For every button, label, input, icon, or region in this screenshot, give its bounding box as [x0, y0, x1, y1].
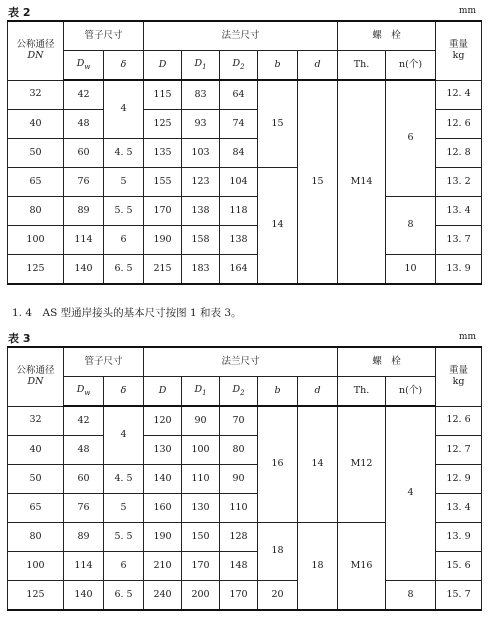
- cell-delta: 4. 5: [104, 465, 144, 494]
- header-weight: 重量 kg: [436, 21, 482, 80]
- cell-n: 4: [386, 406, 436, 581]
- cell-d: 190: [144, 523, 182, 552]
- cell-d: 120: [144, 406, 182, 436]
- header-flange: 法兰尺寸: [144, 347, 338, 377]
- cell-d: 240: [144, 581, 182, 611]
- cell-delta: 4: [104, 80, 144, 139]
- header-d1: $D_1$: [182, 51, 220, 81]
- cell-delta: 4: [104, 406, 144, 465]
- cell-n: 6: [386, 80, 436, 197]
- cell-dw: 140: [64, 581, 104, 611]
- cell-dn: 65: [8, 494, 64, 523]
- cell-d2: 104: [220, 168, 258, 197]
- header-delta: δ: [104, 51, 144, 81]
- section-note: 1. 4 AS 型通岸接头的基本尺寸按图 1 和表 3。: [12, 307, 242, 319]
- header-th: Th.: [338, 51, 386, 81]
- cell-dw: 60: [64, 465, 104, 494]
- table2-title: 表 2: [8, 6, 31, 19]
- cell-d1: 90: [182, 406, 220, 436]
- cell-b: 15: [258, 80, 298, 168]
- cell-d-small: 15: [298, 80, 338, 284]
- header-b: b: [258, 51, 298, 81]
- cell-dw: 76: [64, 494, 104, 523]
- cell-weight: 13. 2: [436, 168, 482, 197]
- cell-weight: 13. 4: [436, 494, 482, 523]
- cell-d1: 138: [182, 197, 220, 226]
- cell-d: 140: [144, 465, 182, 494]
- cell-n: 8: [386, 581, 436, 611]
- header-pipe: 管子尺寸: [64, 21, 144, 51]
- cell-weight: 12. 7: [436, 436, 482, 465]
- header-d-big: D: [144, 51, 182, 81]
- table2-caption: [8, 4, 480, 20]
- table2: [7, 20, 482, 285]
- header-d-small: d: [298, 51, 338, 81]
- cell-d1: 183: [182, 255, 220, 285]
- header-d2: $D_2$: [220, 51, 258, 81]
- header-n: n(个): [386, 377, 436, 407]
- cell-weight: 13. 9: [436, 255, 482, 285]
- cell-delta: 6: [104, 552, 144, 581]
- cell-dw: 42: [64, 406, 104, 436]
- cell-d: 160: [144, 494, 182, 523]
- table-row: [8, 80, 482, 110]
- cell-weight: 13. 4: [436, 197, 482, 226]
- header-weight: 重量 kg: [436, 347, 482, 406]
- cell-delta: 5. 5: [104, 197, 144, 226]
- cell-delta: 5: [104, 494, 144, 523]
- cell-d2: 170: [220, 581, 258, 611]
- cell-d2: 80: [220, 436, 258, 465]
- cell-dn: 100: [8, 552, 64, 581]
- header-pipe: 管子尺寸: [64, 347, 144, 377]
- cell-delta: 6. 5: [104, 255, 144, 285]
- cell-dw: 42: [64, 80, 104, 110]
- header-nominal: 公称通径 DN: [8, 21, 64, 80]
- table-row: [8, 197, 482, 226]
- cell-dw: 89: [64, 197, 104, 226]
- table3: [7, 346, 482, 611]
- cell-delta: 6. 5: [104, 581, 144, 611]
- cell-dn: 125: [8, 581, 64, 611]
- table-row: [8, 255, 482, 285]
- cell-d: 155: [144, 168, 182, 197]
- header-delta: δ: [104, 377, 144, 407]
- cell-d2: 90: [220, 465, 258, 494]
- cell-delta: 5. 5: [104, 523, 144, 552]
- cell-d: 170: [144, 197, 182, 226]
- cell-dn: 80: [8, 523, 64, 552]
- cell-d1: 123: [182, 168, 220, 197]
- cell-d1: 130: [182, 494, 220, 523]
- cell-th: M14: [338, 80, 386, 284]
- cell-dw: 140: [64, 255, 104, 285]
- table3-unit: mm: [458, 332, 476, 342]
- header-n: n(个): [386, 51, 436, 81]
- cell-d: 130: [144, 436, 182, 465]
- cell-d1: 93: [182, 110, 220, 139]
- cell-d1: 170: [182, 552, 220, 581]
- cell-d1: 100: [182, 436, 220, 465]
- cell-b: 20: [258, 581, 298, 611]
- cell-b: 16: [258, 406, 298, 523]
- cell-d1: 83: [182, 80, 220, 110]
- cell-d2: 118: [220, 197, 258, 226]
- cell-d1: 103: [182, 139, 220, 168]
- cell-d: 210: [144, 552, 182, 581]
- cell-dw: 114: [64, 552, 104, 581]
- cell-delta: 6: [104, 226, 144, 255]
- cell-b: 14: [258, 168, 298, 285]
- table2-unit: mm: [458, 6, 476, 16]
- cell-d: 215: [144, 255, 182, 285]
- cell-d: 135: [144, 139, 182, 168]
- cell-dn: 125: [8, 255, 64, 285]
- cell-d-small: 14: [298, 406, 338, 523]
- cell-dw: 76: [64, 168, 104, 197]
- cell-weight: 12. 6: [436, 110, 482, 139]
- cell-delta: 5: [104, 168, 144, 197]
- cell-weight: 15. 7: [436, 581, 482, 611]
- cell-d1: 158: [182, 226, 220, 255]
- cell-d2: 64: [220, 80, 258, 110]
- header-d-big: D: [144, 377, 182, 407]
- cell-delta: 4. 5: [104, 139, 144, 168]
- cell-d2: 164: [220, 255, 258, 285]
- cell-dw: 60: [64, 139, 104, 168]
- cell-dw: 48: [64, 436, 104, 465]
- cell-d2: 110: [220, 494, 258, 523]
- header-flange: 法兰尺寸: [144, 21, 338, 51]
- cell-n: 10: [386, 255, 436, 285]
- cell-dn: 50: [8, 139, 64, 168]
- cell-dw: 114: [64, 226, 104, 255]
- cell-dn: 32: [8, 406, 64, 436]
- table-row: [8, 581, 482, 611]
- cell-weight: 13. 9: [436, 523, 482, 552]
- cell-d2: 84: [220, 139, 258, 168]
- cell-weight: 13. 7: [436, 226, 482, 255]
- cell-b: 18: [258, 523, 298, 581]
- cell-d: 125: [144, 110, 182, 139]
- cell-d1: 150: [182, 523, 220, 552]
- cell-d: 115: [144, 80, 182, 110]
- cell-d-small: 18: [298, 523, 338, 611]
- cell-weight: 12. 9: [436, 465, 482, 494]
- cell-th: M16: [338, 523, 386, 611]
- cell-n: 8: [386, 197, 436, 255]
- header-nominal: 公称通径 DN: [8, 347, 64, 406]
- table3-title: 表 3: [8, 332, 31, 345]
- header-d2: $D_2$: [220, 377, 258, 407]
- cell-dn: 40: [8, 110, 64, 139]
- cell-dn: 40: [8, 436, 64, 465]
- cell-d2: 128: [220, 523, 258, 552]
- table3-caption: [8, 330, 480, 346]
- cell-d2: 74: [220, 110, 258, 139]
- header-dw: $D_w$: [64, 377, 104, 407]
- cell-weight: 12. 8: [436, 139, 482, 168]
- cell-d2: 70: [220, 406, 258, 436]
- header-bolt: 螺 栓: [338, 21, 436, 51]
- table-row: [8, 406, 482, 436]
- cell-d1: 200: [182, 581, 220, 611]
- header-d1: $D_1$: [182, 377, 220, 407]
- cell-d2: 148: [220, 552, 258, 581]
- header-th: Th.: [338, 377, 386, 407]
- header-dw: $D_w$: [64, 51, 104, 81]
- cell-dn: 32: [8, 80, 64, 110]
- cell-th: M12: [338, 406, 386, 523]
- cell-dw: 48: [64, 110, 104, 139]
- cell-d1: 110: [182, 465, 220, 494]
- cell-weight: 12. 6: [436, 406, 482, 436]
- header-d-small: d: [298, 377, 338, 407]
- cell-d2: 138: [220, 226, 258, 255]
- header-b: b: [258, 377, 298, 407]
- cell-dw: 89: [64, 523, 104, 552]
- header-bolt: 螺 栓: [338, 347, 436, 377]
- cell-d: 190: [144, 226, 182, 255]
- cell-weight: 15. 6: [436, 552, 482, 581]
- cell-dn: 50: [8, 465, 64, 494]
- cell-weight: 12. 4: [436, 80, 482, 110]
- cell-dn: 65: [8, 168, 64, 197]
- cell-dn: 100: [8, 226, 64, 255]
- cell-dn: 80: [8, 197, 64, 226]
